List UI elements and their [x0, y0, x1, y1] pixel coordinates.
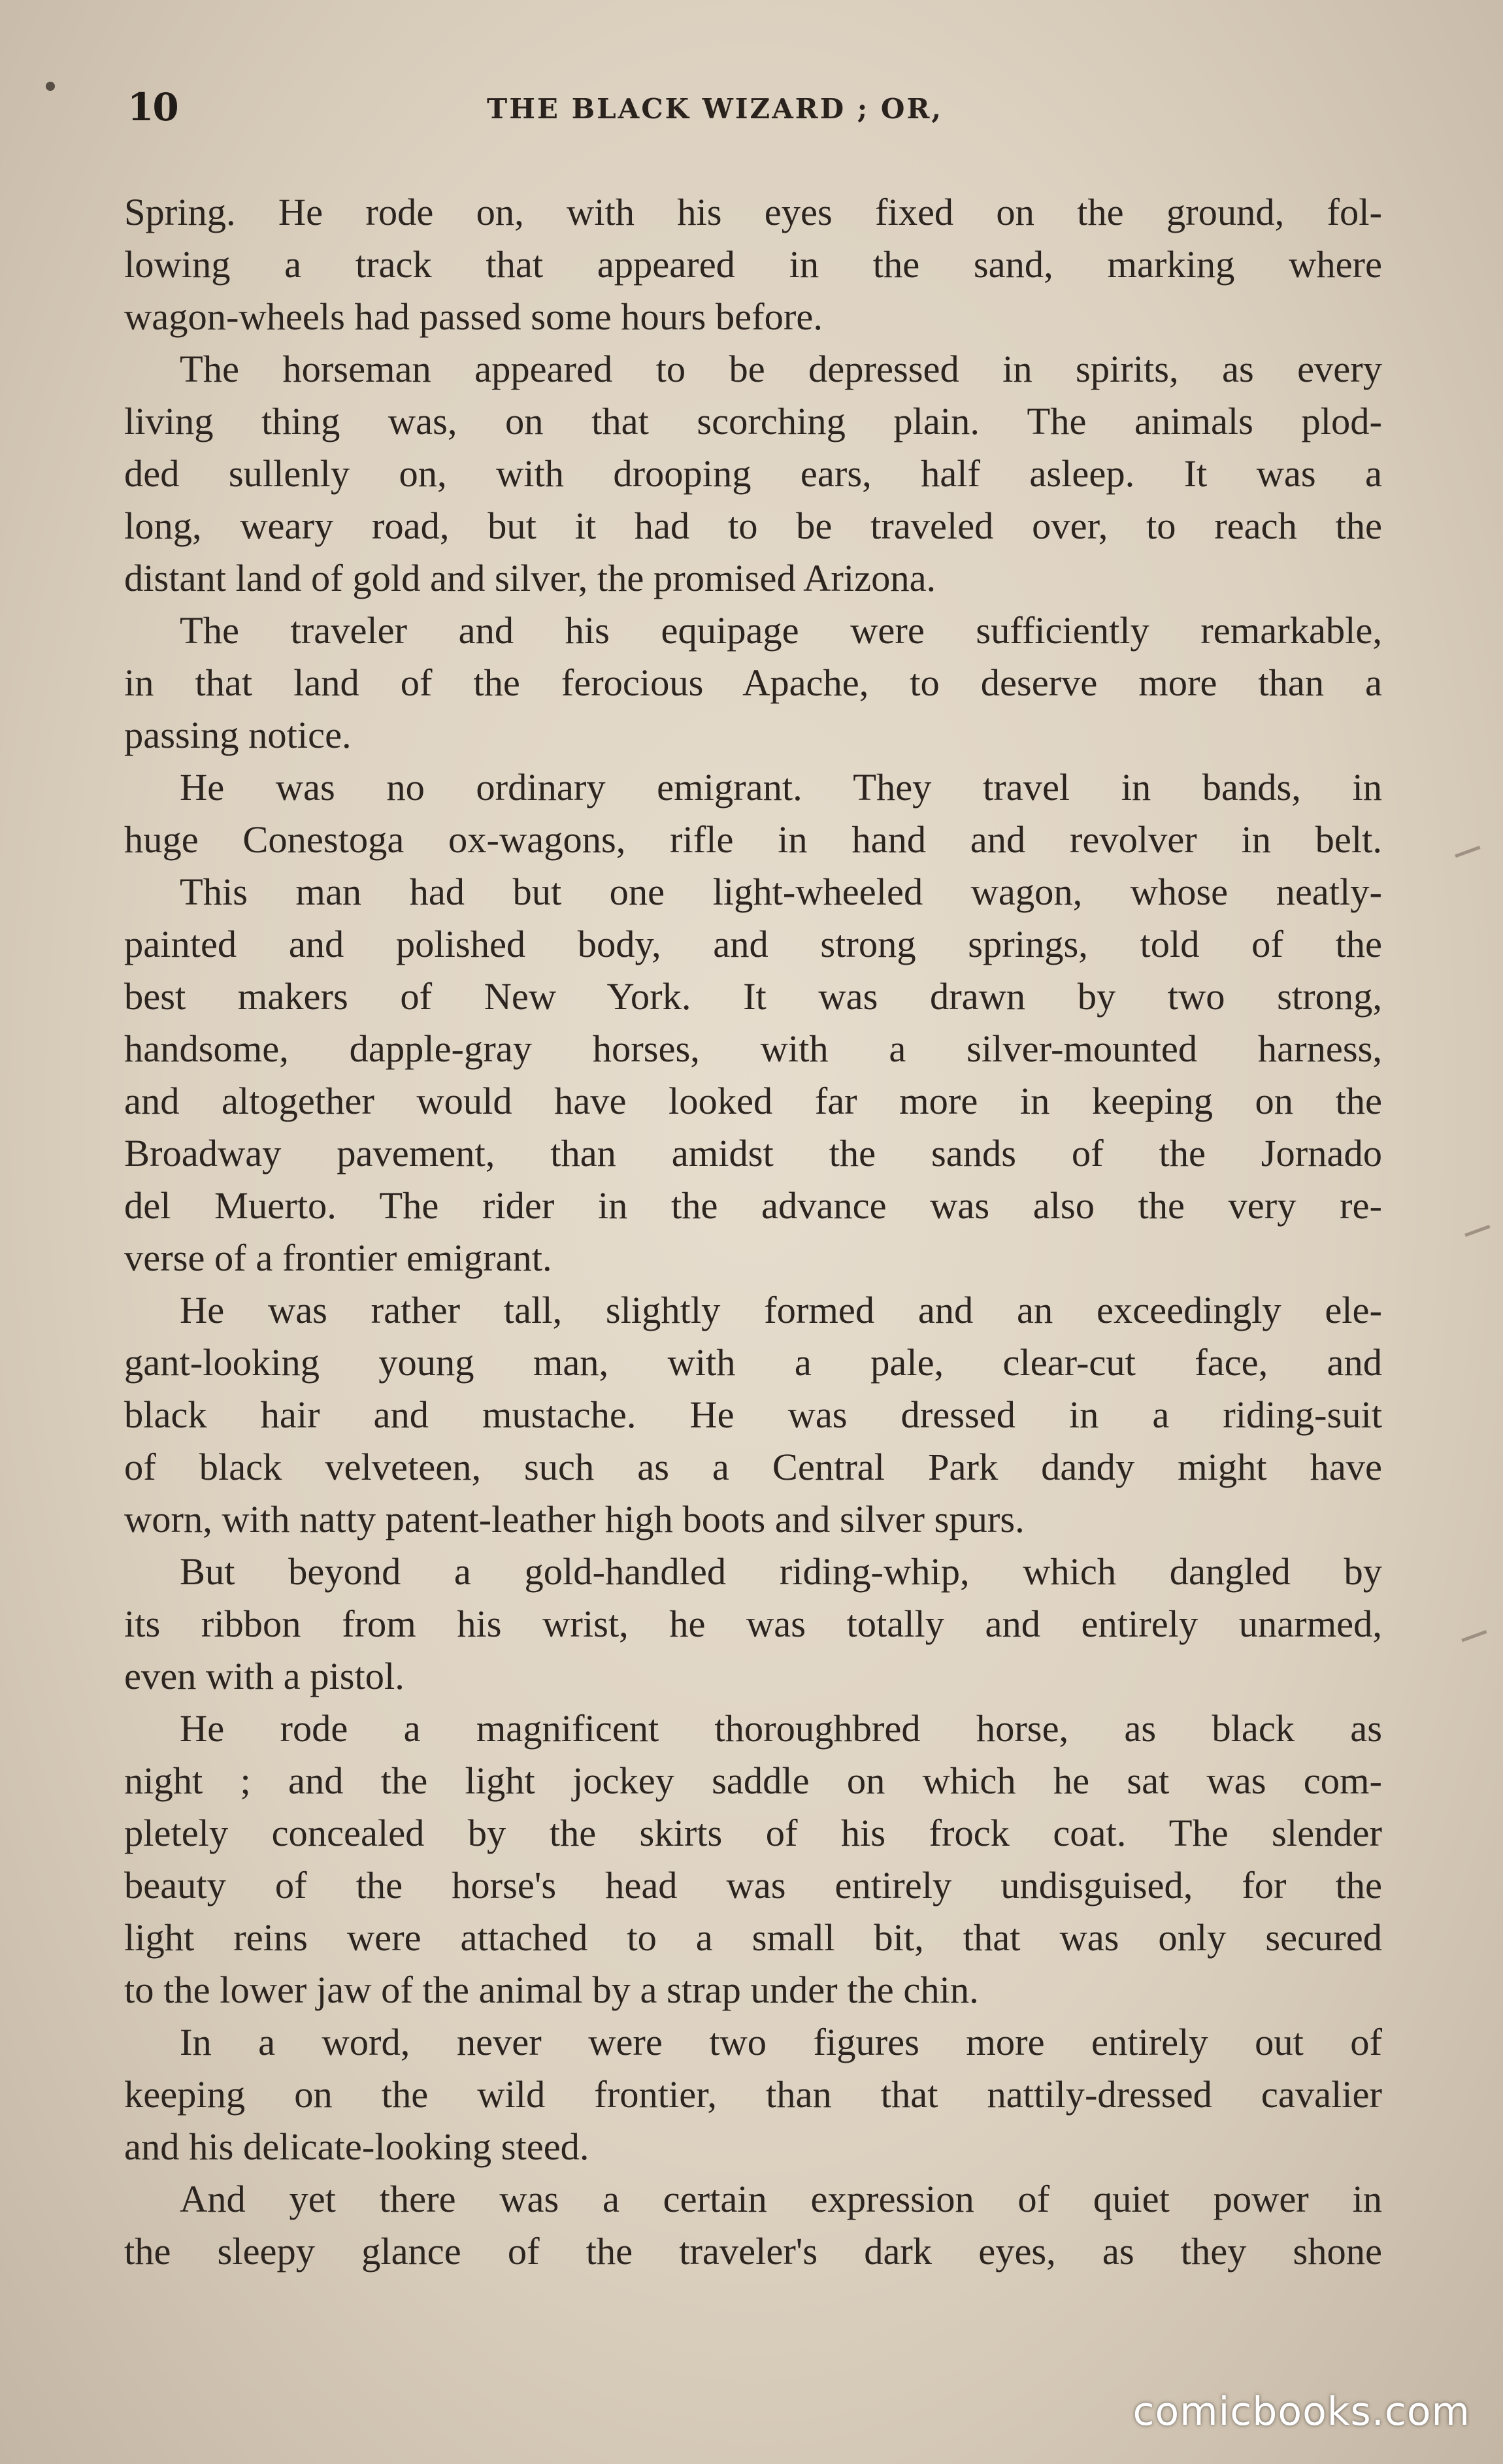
text-line: And yet there was a certain expression of quiet power in: [180, 2178, 1382, 2220]
paper-tear-mark: [1455, 846, 1486, 873]
text-line: Spring. He rode on, with his eyes fixed on the ground, fol-: [124, 191, 1382, 233]
text-line: He rode a magnificent thoroughbred horse, as black as: [180, 1707, 1382, 1750]
text-line: and his delicate-looking steed.: [124, 2125, 589, 2168]
text-line: light reins were attached to a small bit, that was only secured: [124, 1916, 1382, 1959]
text-line: verse of a frontier emigrant.: [124, 1237, 552, 1279]
page-header: [127, 85, 1389, 137]
text-line: worn, with natty patent-leather high boots and silver spurs.: [124, 1498, 1025, 1540]
running-head: THE BLACK WIZARD ; OR,: [487, 93, 943, 125]
page-number: 10: [127, 85, 178, 129]
text-line: of black velveteen, such as a Central Park dandy might have: [124, 1446, 1382, 1488]
text-line: in that land of the ferocious Apache, to deserve more than a: [124, 661, 1382, 704]
text-line: In a word, never were two figures more entirely out of: [180, 2021, 1382, 2063]
text-line: passing notice.: [124, 714, 352, 756]
text-line: handsome, dapple-gray horses, with a silver-mounted harness,: [124, 1027, 1382, 1070]
text-line: gant-looking young man, with a pale, clear-cut face, and: [124, 1341, 1382, 1384]
text-line: painted and polished body, and strong springs, told of the: [124, 923, 1382, 965]
text-line: This man had but one light-wheeled wagon, whose neatly-: [180, 871, 1382, 913]
text-line: He was no ordinary emigrant. They travel in bands, in: [180, 766, 1382, 808]
text-line: The horseman appeared to be depressed in spirits, as every: [180, 348, 1382, 390]
text-line: to the lower jaw of the animal by a strap under the chin.: [124, 1969, 979, 2011]
text-line: night ; and the light jockey saddle on which he sat was com-: [124, 1759, 1382, 1802]
text-line: ded sullenly on, with drooping ears, half asleep. It was a: [124, 452, 1382, 495]
text-line: best makers of New York. It was drawn by two strong,: [124, 975, 1382, 1018]
text-line: lowing a track that appeared in the sand, marking where: [124, 243, 1382, 286]
text-line: But beyond a gold-handled riding-whip, which dangled by: [180, 1550, 1382, 1593]
paper-tear-mark: [1461, 1630, 1493, 1657]
ink-spot: [46, 82, 55, 91]
text-line: Broadway pavement, than amidst the sands of the Jornado: [124, 1132, 1382, 1174]
text-line: huge Conestoga ox-wagons, rifle in hand and revolver in belt.: [124, 818, 1382, 861]
text-line: The traveler and his equipage were sufficiently remarkable,: [180, 609, 1382, 652]
text-line: and altogether would have looked far more in keeping on the: [124, 1080, 1382, 1122]
paper-tear-mark: [1464, 1225, 1496, 1252]
text-line: black hair and mustache. He was dressed in a riding-suit: [124, 1393, 1382, 1436]
text-line: its ribbon from his wrist, he was totally and entirely unarmed,: [124, 1603, 1382, 1645]
watermark-text: comicbooks.com: [1132, 2389, 1470, 2435]
text-line: wagon-wheels had passed some hours before.: [124, 295, 823, 338]
text-line: beauty of the horse's head was entirely undisguised, for the: [124, 1864, 1382, 1906]
text-line: del Muerto. The rider in the advance was also the very re-: [124, 1184, 1382, 1227]
body-text: [124, 186, 1382, 2317]
text-line: the sleepy glance of the traveler's dark eyes, as they shone: [124, 2230, 1382, 2273]
text-line: keeping on the wild frontier, than that nattily-dressed cavalier: [124, 2073, 1382, 2116]
text-line: distant land of gold and silver, the promised Arizona.: [124, 557, 936, 599]
text-line: pletely concealed by the skirts of his frock coat. The slender: [124, 1812, 1382, 1854]
text-line: He was rather tall, slightly formed and an exceedingly ele-: [180, 1289, 1382, 1331]
text-line: long, weary road, but it had to be traveled over, to reach the: [124, 505, 1382, 547]
text-line: even with a pistol.: [124, 1655, 405, 1697]
text-line: living thing was, on that scorching plain. The animals plod-: [124, 400, 1382, 442]
